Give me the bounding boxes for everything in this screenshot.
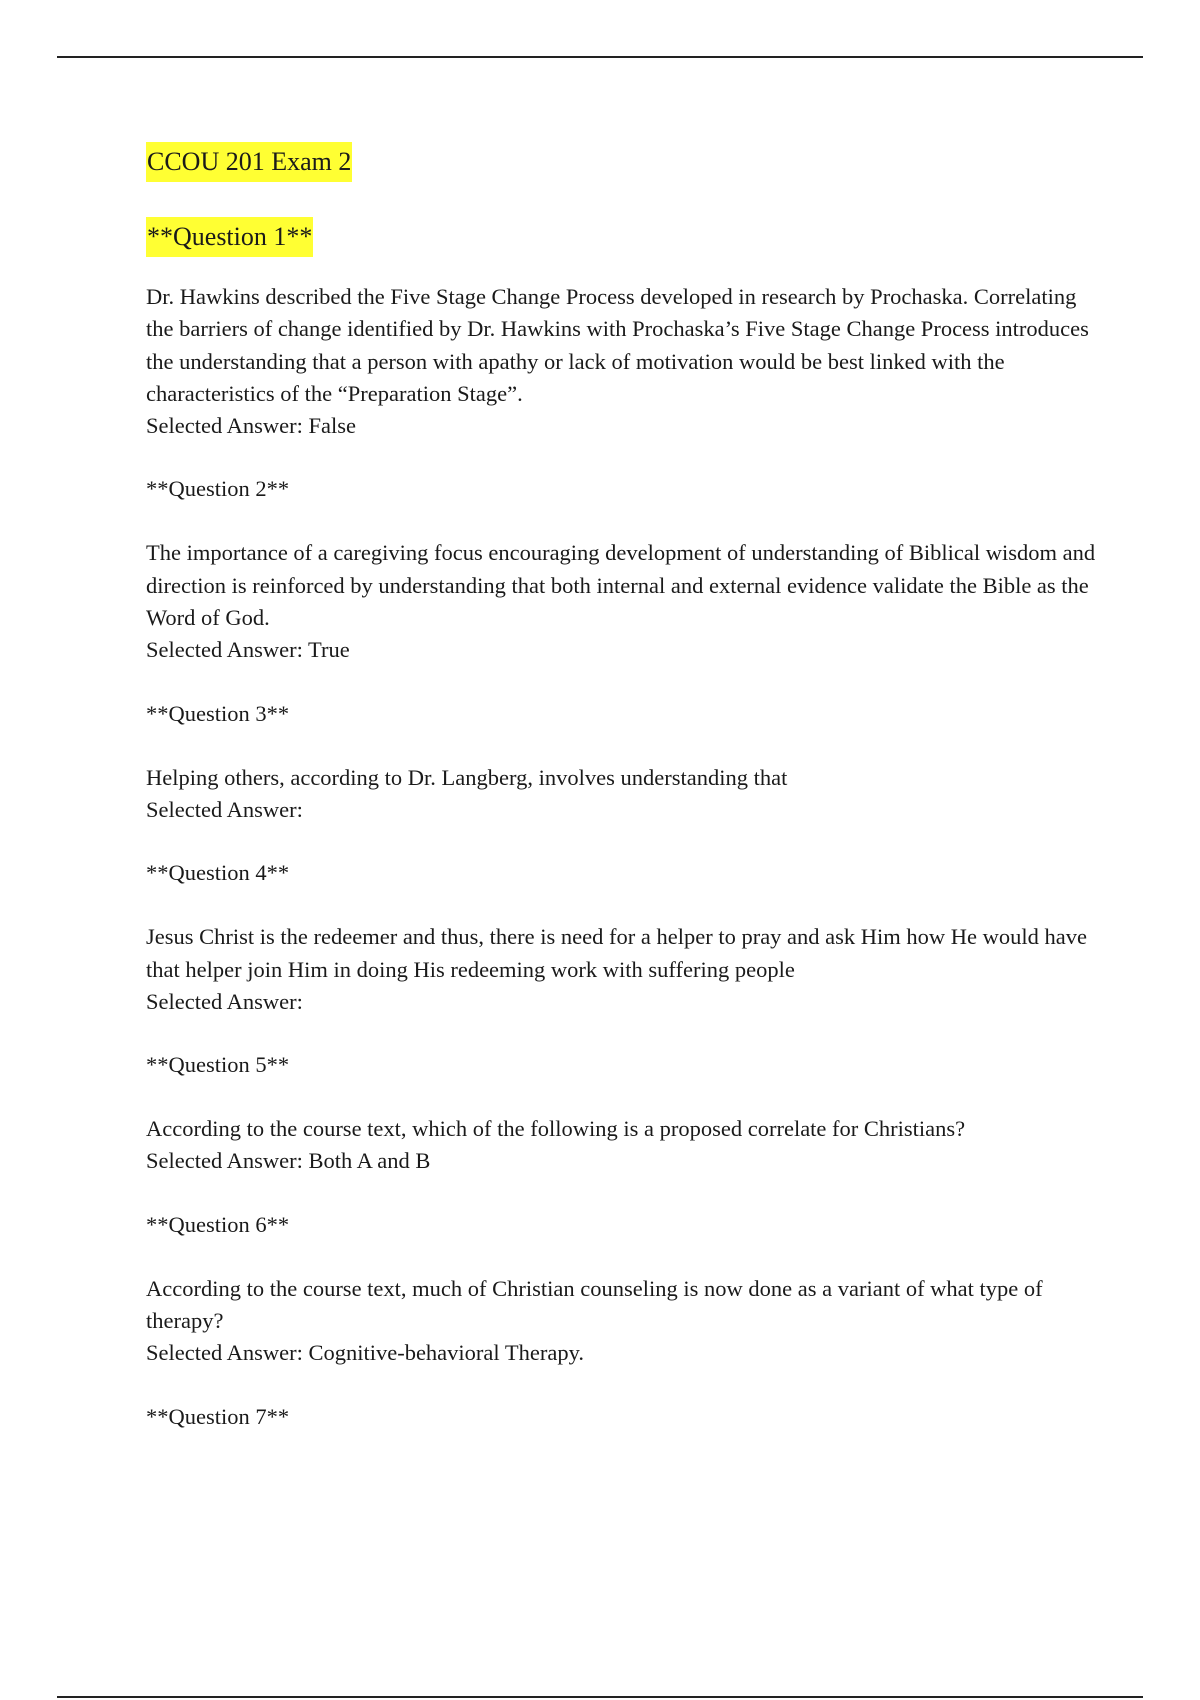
question-6-text: According to the course text, much of Christian counseling is now done as a variant of what type of therapy? [146, 1275, 1043, 1334]
question-2-text: The importance of a caregiving focus encouraging development of understanding of Biblical wisdom and direction is reinforced by understanding that both internal and external evidence validate the Bible as the Word of God. [146, 540, 1096, 631]
question-2-heading: **Question 2** [146, 476, 290, 502]
question-4-heading: **Question 4** [146, 860, 290, 886]
question-3-heading: **Question 3** [146, 700, 290, 726]
question-1-heading-block [146, 217, 1096, 281]
top-rule [57, 56, 1143, 58]
bottom-rule [57, 1696, 1143, 1698]
question-2-answer: Selected Answer: True [146, 637, 350, 663]
question-5-heading: **Question 5** [146, 1052, 290, 1078]
question-4-text: Jesus Christ is the redeemer and thus, there is need for a helper to pray and ask Him how He would have that helper join Him in doing His redeeming work with suffering people [146, 924, 1087, 982]
question-5-answer: Selected Answer: Both A and B [146, 1148, 431, 1174]
question-3-answer: Selected Answer: [146, 796, 303, 822]
title-block [146, 142, 1096, 217]
question-4-answer: Selected Answer: [146, 988, 303, 1014]
question-6-answer: Selected Answer: Cognitive-behavioral Therapy. [146, 1340, 584, 1366]
question-1-text: Dr. Hawkins described the Five Stage Change Process developed in research by Prochaska. Correlating the barriers of change identified by Dr. Hawkins with Prochaska’s Five Stage Change Process introduces the understanding that a person with apathy or lack of motivation would be best linked with the characteristics of the “Preparation Stage”. [146, 284, 1089, 406]
question-6-heading: **Question 6** [146, 1211, 290, 1237]
question-3-text: Helping others, according to Dr. Langberg, involves understanding that [146, 764, 788, 790]
document-title: CCOU 201 Exam 2 [146, 142, 352, 182]
document-body [146, 142, 1096, 1433]
question-5-text: According to the course text, which of the following is a proposed correlate for Christians? [146, 1116, 966, 1142]
question-1-heading: **Question 1** [146, 217, 313, 257]
question-7-heading: **Question 7** [146, 1403, 290, 1429]
question-1-answer: Selected Answer: False [146, 413, 356, 439]
